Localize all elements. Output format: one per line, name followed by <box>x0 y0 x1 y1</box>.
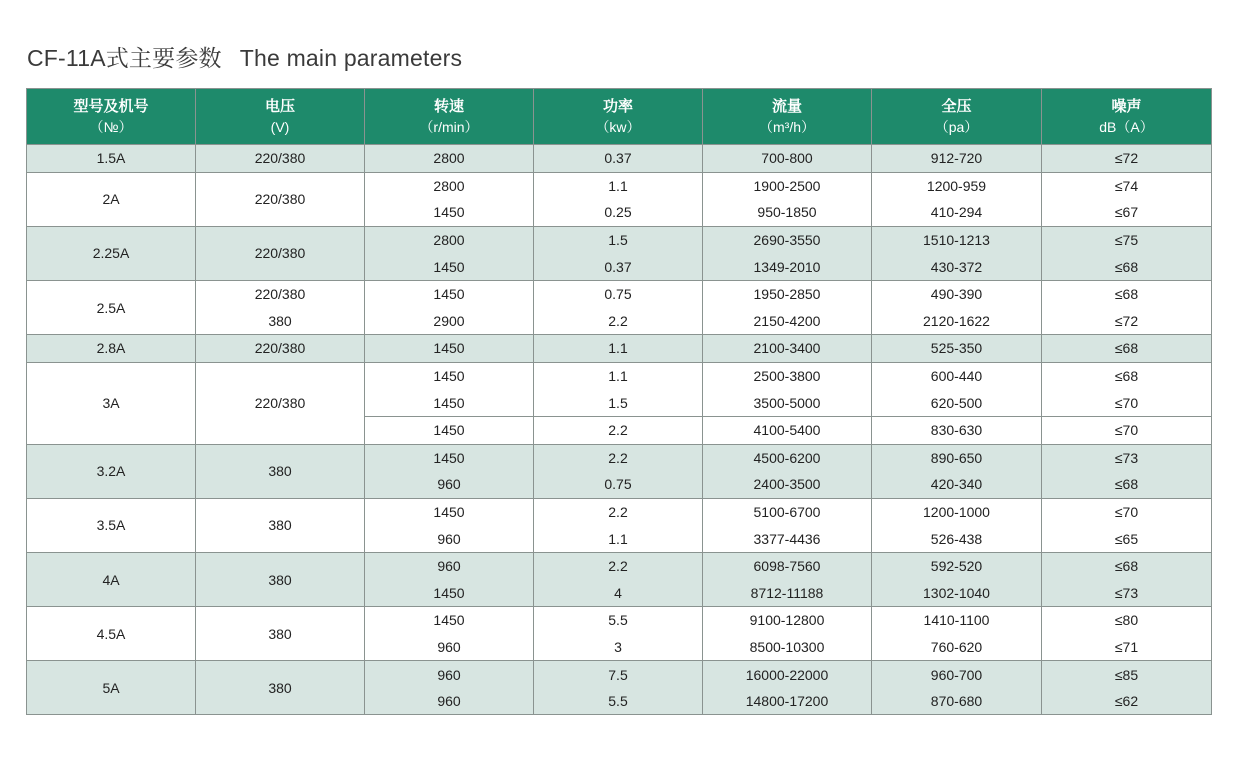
cell-voltage: 380 <box>196 552 365 606</box>
cell-flow: 5100-6700 <box>703 498 872 525</box>
cell-noise: ≤70 <box>1042 389 1212 416</box>
cell-speed: 1450 <box>365 389 534 416</box>
cell-pressure: 410-294 <box>872 199 1042 226</box>
cell-flow: 4500-6200 <box>703 444 872 471</box>
table-row <box>27 172 1212 199</box>
cell-power: 3 <box>534 634 703 661</box>
cell-noise: ≤68 <box>1042 335 1212 363</box>
table-row <box>27 498 1212 525</box>
page-title <box>27 40 462 73</box>
cell-noise: ≤70 <box>1042 416 1212 444</box>
cell-pressure: 1200-1000 <box>872 498 1042 525</box>
cell-flow: 700-800 <box>703 145 872 173</box>
cell-power: 1.1 <box>534 362 703 389</box>
cell-power: 1.1 <box>534 172 703 199</box>
cell-flow: 2400-3500 <box>703 471 872 498</box>
cell-flow: 1349-2010 <box>703 253 872 280</box>
cell-flow: 9100-12800 <box>703 607 872 634</box>
cell-speed: 1450 <box>365 444 534 471</box>
cell-pressure: 960-700 <box>872 661 1042 688</box>
cell-power: 1.5 <box>534 226 703 253</box>
cell-power: 2.2 <box>534 308 703 335</box>
cell-noise: ≤71 <box>1042 634 1212 661</box>
cell-flow: 2690-3550 <box>703 226 872 253</box>
cell-power: 0.37 <box>534 253 703 280</box>
cell-pressure: 912-720 <box>872 145 1042 173</box>
cell-noise: ≤72 <box>1042 308 1212 335</box>
header-flow: 流量 （m³/h） <box>703 89 872 145</box>
cell-pressure: 830-630 <box>872 416 1042 444</box>
cell-pressure: 592-520 <box>872 552 1042 579</box>
header-voltage: 电压 (V) <box>196 89 365 145</box>
cell-voltage: 380 <box>196 444 365 498</box>
cell-flow: 3377-4436 <box>703 525 872 552</box>
cell-flow: 8500-10300 <box>703 634 872 661</box>
cell-power: 4 <box>534 580 703 607</box>
table-row <box>27 308 1212 335</box>
cell-noise: ≤74 <box>1042 172 1212 199</box>
cell-flow: 3500-5000 <box>703 389 872 416</box>
cell-model: 2.8A <box>27 335 196 363</box>
cell-pressure: 890-650 <box>872 444 1042 471</box>
cell-power: 2.2 <box>534 552 703 579</box>
header-pressure: 全压 （pa） <box>872 89 1042 145</box>
cell-noise: ≤68 <box>1042 471 1212 498</box>
table-header-row <box>27 89 1212 145</box>
cell-power: 1.1 <box>534 525 703 552</box>
cell-speed: 2800 <box>365 226 534 253</box>
cell-pressure: 490-390 <box>872 280 1042 307</box>
cell-voltage: 380 <box>196 498 365 552</box>
cell-model: 2.25A <box>27 226 196 280</box>
cell-power: 5.5 <box>534 607 703 634</box>
cell-speed: 1450 <box>365 199 534 226</box>
cell-noise: ≤67 <box>1042 199 1212 226</box>
cell-noise: ≤65 <box>1042 525 1212 552</box>
cell-voltage: 380 <box>196 607 365 661</box>
table-row <box>27 280 1212 307</box>
cell-speed: 1450 <box>365 362 534 389</box>
header-power: 功率 （kw） <box>534 89 703 145</box>
cell-noise: ≤68 <box>1042 253 1212 280</box>
cell-voltage: 220/380 <box>196 172 365 226</box>
cell-noise: ≤72 <box>1042 145 1212 173</box>
table-row <box>27 362 1212 389</box>
cell-pressure: 526-438 <box>872 525 1042 552</box>
cell-pressure: 420-340 <box>872 471 1042 498</box>
cell-speed: 960 <box>365 688 534 715</box>
cell-power: 0.75 <box>534 471 703 498</box>
cell-speed: 2800 <box>365 172 534 199</box>
table-row <box>27 145 1212 173</box>
cell-voltage: 220/380 <box>196 335 365 363</box>
cell-pressure: 430-372 <box>872 253 1042 280</box>
table-row <box>27 607 1212 634</box>
cell-flow: 2100-3400 <box>703 335 872 363</box>
cell-noise: ≤80 <box>1042 607 1212 634</box>
cell-model: 3.2A <box>27 444 196 498</box>
cell-flow: 8712-11188 <box>703 580 872 607</box>
cell-speed: 1450 <box>365 580 534 607</box>
table-row <box>27 335 1212 363</box>
cell-pressure: 870-680 <box>872 688 1042 715</box>
cell-voltage: 220/380 <box>196 280 365 307</box>
cell-power: 0.75 <box>534 280 703 307</box>
cell-model: 3A <box>27 362 196 444</box>
cell-pressure: 2120-1622 <box>872 308 1042 335</box>
cell-speed: 1450 <box>365 607 534 634</box>
cell-model: 3.5A <box>27 498 196 552</box>
header-speed: 转速 （r/min） <box>365 89 534 145</box>
cell-voltage: 380 <box>196 308 365 335</box>
table-body <box>27 145 1212 715</box>
cell-flow: 950-1850 <box>703 199 872 226</box>
cell-flow: 1950-2850 <box>703 280 872 307</box>
cell-model: 5A <box>27 661 196 715</box>
cell-noise: ≤85 <box>1042 661 1212 688</box>
cell-speed: 2900 <box>365 308 534 335</box>
cell-pressure: 1200-959 <box>872 172 1042 199</box>
cell-model: 4.5A <box>27 607 196 661</box>
cell-speed: 960 <box>365 552 534 579</box>
parameters-table <box>26 88 1212 715</box>
cell-model: 1.5A <box>27 145 196 173</box>
cell-pressure: 600-440 <box>872 362 1042 389</box>
cell-power: 1.5 <box>534 389 703 416</box>
cell-noise: ≤68 <box>1042 280 1212 307</box>
cell-pressure: 1510-1213 <box>872 226 1042 253</box>
cell-pressure: 1410-1100 <box>872 607 1042 634</box>
cell-power: 5.5 <box>534 688 703 715</box>
cell-speed: 1450 <box>365 416 534 444</box>
title-cn: CF-11A式主要参数 <box>27 45 222 71</box>
cell-speed: 960 <box>365 661 534 688</box>
cell-flow: 14800-17200 <box>703 688 872 715</box>
cell-voltage: 220/380 <box>196 362 365 444</box>
table-row <box>27 552 1212 579</box>
table-row <box>27 226 1212 253</box>
cell-pressure: 1302-1040 <box>872 580 1042 607</box>
cell-power: 2.2 <box>534 416 703 444</box>
cell-voltage: 380 <box>196 661 365 715</box>
cell-power: 2.2 <box>534 444 703 471</box>
table-row <box>27 444 1212 471</box>
cell-power: 7.5 <box>534 661 703 688</box>
cell-power: 2.2 <box>534 498 703 525</box>
cell-speed: 2800 <box>365 145 534 173</box>
cell-flow: 2150-4200 <box>703 308 872 335</box>
cell-model: 2.5A <box>27 280 196 334</box>
cell-speed: 1450 <box>365 253 534 280</box>
cell-power: 0.25 <box>534 199 703 226</box>
cell-speed: 960 <box>365 634 534 661</box>
cell-flow: 1900-2500 <box>703 172 872 199</box>
cell-flow: 16000-22000 <box>703 661 872 688</box>
table-row <box>27 661 1212 688</box>
cell-model: 4A <box>27 552 196 606</box>
cell-noise: ≤68 <box>1042 552 1212 579</box>
cell-power: 1.1 <box>534 335 703 363</box>
header-noise: 噪声 dB（A） <box>1042 89 1212 145</box>
cell-pressure: 620-500 <box>872 389 1042 416</box>
cell-model: 2A <box>27 172 196 226</box>
cell-speed: 1450 <box>365 280 534 307</box>
cell-noise: ≤70 <box>1042 498 1212 525</box>
cell-noise: ≤73 <box>1042 444 1212 471</box>
cell-noise: ≤75 <box>1042 226 1212 253</box>
cell-flow: 2500-3800 <box>703 362 872 389</box>
cell-speed: 960 <box>365 471 534 498</box>
cell-voltage: 220/380 <box>196 226 365 280</box>
cell-pressure: 760-620 <box>872 634 1042 661</box>
cell-speed: 960 <box>365 525 534 552</box>
title-en: The main parameters <box>239 45 463 71</box>
cell-pressure: 525-350 <box>872 335 1042 363</box>
cell-flow: 6098-7560 <box>703 552 872 579</box>
cell-noise: ≤62 <box>1042 688 1212 715</box>
cell-noise: ≤68 <box>1042 362 1212 389</box>
cell-flow: 4100-5400 <box>703 416 872 444</box>
cell-speed: 1450 <box>365 335 534 363</box>
header-model: 型号及机号 （№） <box>27 89 196 145</box>
cell-noise: ≤73 <box>1042 580 1212 607</box>
cell-speed: 1450 <box>365 498 534 525</box>
cell-voltage: 220/380 <box>196 145 365 173</box>
cell-power: 0.37 <box>534 145 703 173</box>
